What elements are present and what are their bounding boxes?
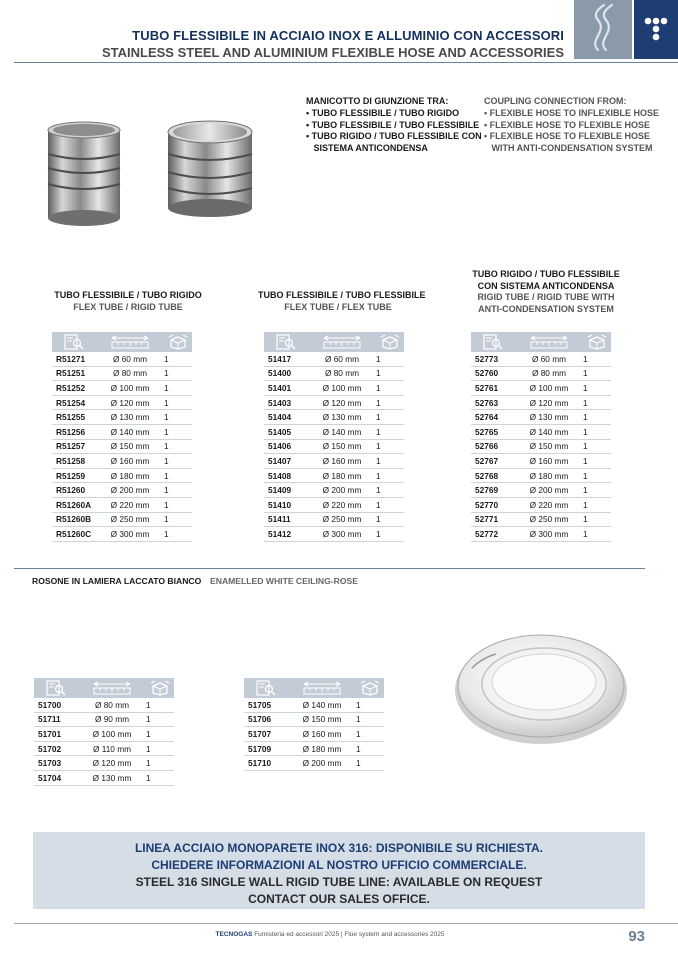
product-code: R51251	[56, 368, 86, 379]
magnifier-document-icon	[244, 678, 288, 698]
product-diameter: Ø 300 mm	[529, 528, 569, 539]
product-quantity: 1	[583, 397, 588, 408]
product-quantity: 1	[146, 699, 151, 710]
product-code: 51403	[268, 397, 292, 408]
product-diameter: Ø 250 mm	[322, 514, 362, 525]
product-code: R51260B	[56, 514, 92, 525]
table-row	[52, 425, 192, 440]
table-row	[471, 469, 611, 484]
table-row	[52, 469, 192, 484]
table-row	[52, 381, 192, 396]
product-table	[471, 332, 611, 542]
table-row	[471, 440, 611, 455]
product-code: R51255	[56, 412, 86, 423]
desc-it-line: • TUBO FLESSIBILE / TUBO FLESSIBILE	[306, 119, 480, 130]
product-diameter: Ø 120 mm	[529, 397, 569, 408]
table-header	[52, 332, 192, 352]
table-row	[244, 698, 384, 713]
table-row	[244, 727, 384, 742]
box-quantity-icon	[356, 678, 384, 698]
table-row	[264, 498, 404, 513]
table-row	[471, 425, 611, 440]
product-quantity: 1	[583, 455, 588, 466]
product-quantity: 1	[583, 485, 588, 496]
page-title-it: TUBO FLESSIBILE IN ACCIAIO INOX E ALLUMINIO CON ACCESSORI	[132, 28, 564, 43]
desc-en-line: • FLEXIBLE HOSE TO FLEXIBLE HOSE	[484, 131, 651, 142]
product-code: 51404	[268, 412, 292, 423]
product-code: 51408	[268, 470, 292, 481]
product-code: 51700	[38, 699, 62, 710]
product-code: R51271	[56, 353, 86, 364]
table-row	[52, 352, 192, 367]
ruler-icon	[308, 332, 376, 352]
table-header	[264, 332, 404, 352]
table-row	[52, 513, 192, 528]
product-diameter: Ø 200 mm	[322, 485, 362, 496]
product-quantity: 1	[376, 368, 381, 379]
product-code: R51257	[56, 441, 86, 452]
product-code: 51409	[268, 485, 292, 496]
product-diameter: Ø 120 mm	[110, 397, 150, 408]
product-diameter: Ø 80 mm	[324, 368, 360, 379]
product-quantity: 1	[164, 499, 169, 510]
product-code: 52771	[475, 514, 499, 525]
product-code: 51701	[38, 728, 62, 739]
box-quantity-icon	[146, 678, 174, 698]
product-code: R51252	[56, 382, 86, 393]
table-row	[52, 483, 192, 498]
product-quantity: 1	[164, 485, 169, 496]
product-code: 52768	[475, 470, 499, 481]
smoke-swirl-icon	[574, 0, 632, 59]
product-code: 52769	[475, 485, 499, 496]
table-row	[34, 713, 174, 728]
product-diameter: Ø 100 mm	[529, 382, 569, 393]
table-row	[471, 483, 611, 498]
product-quantity: 1	[583, 470, 588, 481]
product-table	[244, 678, 384, 771]
product-quantity: 1	[583, 353, 588, 364]
coupling-description-it	[306, 96, 482, 155]
ruler-icon	[288, 678, 356, 698]
ruler-icon	[515, 332, 583, 352]
product-diameter: Ø 100 mm	[110, 382, 150, 393]
product-diameter: Ø 160 mm	[322, 455, 362, 466]
product-diameter: Ø 180 mm	[529, 470, 569, 481]
col-heading-it: TUBO FLESSIBILE / TUBO FLESSIBILE	[258, 290, 426, 300]
desc-it-line: • TUBO FLESSIBILE / TUBO RIGIDO	[306, 107, 460, 118]
table-row	[471, 381, 611, 396]
product-quantity: 1	[583, 412, 588, 423]
product-diameter: Ø 180 mm	[302, 743, 342, 754]
product-table	[264, 332, 404, 542]
product-diameter: Ø 200 mm	[529, 485, 569, 496]
product-code: R51260A	[56, 499, 92, 510]
box-quantity-icon	[376, 332, 404, 352]
product-diameter: Ø 60 mm	[324, 353, 360, 364]
product-diameter: Ø 300 mm	[322, 528, 362, 539]
coupling-photo	[40, 110, 260, 230]
product-diameter: Ø 80 mm	[112, 368, 148, 379]
product-diameter: Ø 140 mm	[110, 426, 150, 437]
col-heading-flex-flex	[258, 290, 426, 313]
ruler-icon	[96, 332, 164, 352]
product-diameter: Ø 150 mm	[322, 441, 362, 452]
product-quantity: 1	[146, 714, 151, 725]
product-diameter: Ø 60 mm	[112, 353, 148, 364]
table-row	[264, 367, 404, 382]
product-diameter: Ø 150 mm	[529, 441, 569, 452]
product-quantity: 1	[376, 426, 381, 437]
product-code: 51407	[268, 455, 292, 466]
product-quantity: 1	[356, 714, 361, 725]
product-code: R51260	[56, 485, 86, 496]
col-heading-it: TUBO FLESSIBILE / TUBO RIGIDO	[54, 290, 202, 300]
product-quantity: 1	[583, 382, 588, 393]
product-quantity: 1	[164, 353, 169, 364]
box-quantity-icon	[164, 332, 192, 352]
product-diameter: Ø 180 mm	[322, 470, 362, 481]
product-code: 51410	[268, 499, 292, 510]
product-quantity: 1	[583, 426, 588, 437]
table-row	[244, 742, 384, 757]
product-code: 52761	[475, 382, 499, 393]
col-heading-flex-rigid	[48, 290, 208, 313]
product-code: 52770	[475, 499, 499, 510]
product-code: R51259	[56, 470, 86, 481]
product-quantity: 1	[164, 528, 169, 539]
table-row	[471, 396, 611, 411]
table-row	[52, 454, 192, 469]
col-heading-en: ANTI-CONDENSATION SYSTEM	[478, 303, 614, 314]
product-code: 51706	[248, 714, 272, 725]
table-row	[264, 440, 404, 455]
product-code: 52763	[475, 397, 499, 408]
product-quantity: 1	[164, 426, 169, 437]
product-quantity: 1	[356, 758, 361, 769]
table-row	[34, 698, 174, 713]
col-heading-en: FLEX TUBE / FLEX TUBE	[284, 301, 392, 312]
desc-en-line: • FLEXIBLE HOSE TO FLEXIBLE HOSE	[484, 119, 651, 130]
table-row	[244, 713, 384, 728]
table-row	[471, 367, 611, 382]
product-diameter: Ø 100 mm	[322, 382, 362, 393]
product-code: 51401	[268, 382, 292, 393]
product-code: 51705	[248, 699, 272, 710]
product-quantity: 1	[376, 441, 381, 452]
product-quantity: 1	[583, 514, 588, 525]
table-row	[471, 498, 611, 513]
product-code: R51256	[56, 426, 86, 437]
product-code: 52766	[475, 441, 499, 452]
product-quantity: 1	[164, 382, 169, 393]
section-divider	[14, 568, 645, 569]
product-quantity: 1	[376, 382, 381, 393]
table-row	[264, 396, 404, 411]
product-quantity: 1	[376, 412, 381, 423]
magnifier-document-icon	[264, 332, 308, 352]
product-diameter: Ø 90 mm	[94, 714, 130, 725]
product-code: 52764	[475, 412, 499, 423]
product-diameter: Ø 220 mm	[529, 499, 569, 510]
product-quantity: 1	[376, 485, 381, 496]
product-quantity: 1	[376, 397, 381, 408]
product-diameter: Ø 200 mm	[110, 485, 150, 496]
table-row	[264, 469, 404, 484]
product-quantity: 1	[164, 455, 169, 466]
table-row	[264, 410, 404, 425]
table-row	[264, 352, 404, 367]
product-quantity: 1	[376, 499, 381, 510]
header-divider	[14, 62, 678, 63]
page-title-en: STAINLESS STEEL AND ALUMINIUM FLEXIBLE HOSE AND ACCESSORIES	[101, 45, 564, 60]
product-code: 51405	[268, 426, 292, 437]
footer-divider	[14, 923, 678, 924]
table-header	[471, 332, 611, 352]
table-row	[52, 527, 192, 542]
table-row	[52, 367, 192, 382]
product-code: 51703	[38, 758, 62, 769]
table-row	[34, 727, 174, 742]
product-diameter: Ø 140 mm	[322, 426, 362, 437]
table-row	[34, 756, 174, 771]
product-code: 52767	[475, 455, 499, 466]
product-diameter: Ø 150 mm	[302, 714, 342, 725]
product-diameter: Ø 130 mm	[529, 412, 569, 423]
table-row	[264, 425, 404, 440]
product-quantity: 1	[356, 699, 361, 710]
product-quantity: 1	[376, 353, 381, 364]
product-diameter: Ø 200 mm	[302, 758, 342, 769]
product-diameter: Ø 150 mm	[110, 441, 150, 452]
footer-caption: Fumisteria ed accessori 2025 | Flue system and accessories 2025	[254, 931, 445, 938]
product-code: 51417	[268, 353, 292, 364]
desc-it-line: • TUBO RIGIDO / TUBO FLESSIBILE CON	[306, 131, 482, 142]
product-diameter: Ø 220 mm	[322, 499, 362, 510]
product-code: 51704	[38, 772, 62, 783]
product-quantity: 1	[376, 455, 381, 466]
desc-it-line: MANICOTTO DI GIUNZIONE TRA:	[306, 96, 449, 106]
product-quantity: 1	[376, 470, 381, 481]
magnifier-document-icon	[34, 678, 78, 698]
product-diameter: Ø 140 mm	[529, 426, 569, 437]
table-row	[264, 483, 404, 498]
table-row	[34, 742, 174, 757]
product-code: 52765	[475, 426, 499, 437]
product-diameter: Ø 300 mm	[110, 528, 150, 539]
desc-en-line: COUPLING CONNECTION FROM:	[484, 96, 627, 106]
table-row	[471, 410, 611, 425]
product-quantity: 1	[376, 528, 381, 539]
product-quantity: 1	[583, 528, 588, 539]
product-code: 51709	[248, 743, 272, 754]
product-code: R51258	[56, 455, 86, 466]
product-diameter: Ø 80 mm	[531, 368, 567, 379]
table-header	[244, 678, 384, 698]
ceiling-rose-title-en: ENAMELLED WHITE CEILING-ROSE	[210, 576, 359, 586]
table-row	[52, 440, 192, 455]
ceiling-rose-title-it: ROSONE IN LAMIERA LACCATO BIANCO	[32, 576, 202, 586]
product-diameter: Ø 140 mm	[302, 699, 342, 710]
product-quantity: 1	[146, 743, 151, 754]
product-diameter: Ø 120 mm	[322, 397, 362, 408]
product-quantity: 1	[164, 470, 169, 481]
table-row	[52, 410, 192, 425]
product-code: 51400	[268, 368, 292, 379]
table-row	[52, 498, 192, 513]
product-diameter: Ø 100 mm	[92, 728, 132, 739]
coupling-description-en	[484, 96, 659, 155]
product-table	[34, 678, 174, 786]
product-code: 51412	[268, 528, 292, 539]
product-code: 51711	[38, 714, 61, 725]
product-quantity: 1	[164, 412, 169, 423]
product-diameter: Ø 220 mm	[110, 499, 150, 510]
product-code: 51406	[268, 441, 292, 452]
table-row	[471, 513, 611, 528]
product-diameter: Ø 250 mm	[529, 514, 569, 525]
product-code: 52773	[475, 353, 499, 364]
col-heading-it: CON SISTEMA ANTICONDENSA	[477, 280, 615, 291]
magnifier-document-icon	[471, 332, 515, 352]
product-diameter: Ø 250 mm	[110, 514, 150, 525]
product-diameter: Ø 180 mm	[110, 470, 150, 481]
product-quantity: 1	[146, 758, 151, 769]
product-quantity: 1	[583, 441, 588, 452]
table-row	[471, 527, 611, 542]
product-code: R51260C	[56, 528, 92, 539]
product-code: 51702	[38, 743, 62, 754]
footer-text	[0, 931, 660, 938]
product-code: 51710	[248, 758, 272, 769]
desc-en-line: • FLEXIBLE HOSE TO INFLEXIBLE HOSE	[484, 107, 660, 118]
table-header	[34, 678, 174, 698]
product-diameter: Ø 110 mm	[92, 743, 132, 754]
product-quantity: 1	[164, 514, 169, 525]
product-diameter: Ø 80 mm	[94, 699, 130, 710]
product-quantity: 1	[164, 368, 169, 379]
table-row	[264, 513, 404, 528]
product-code: 51411	[268, 514, 291, 525]
product-code: 51707	[248, 728, 272, 739]
col-heading-rigid-anticondensa	[466, 269, 626, 315]
product-table	[52, 332, 192, 542]
table-row	[264, 381, 404, 396]
product-quantity: 1	[164, 397, 169, 408]
product-diameter: Ø 160 mm	[110, 455, 150, 466]
banner-line: CONTACT OUR SALES OFFICE.	[248, 892, 430, 906]
product-quantity: 1	[583, 499, 588, 510]
magnifier-document-icon	[52, 332, 96, 352]
product-diameter: Ø 160 mm	[529, 455, 569, 466]
table-row	[471, 454, 611, 469]
box-quantity-icon	[583, 332, 611, 352]
col-heading-en: FLEX TUBE / RIGID TUBE	[73, 301, 183, 312]
product-diameter: Ø 60 mm	[531, 353, 567, 364]
product-diameter: Ø 120 mm	[92, 758, 132, 769]
product-quantity: 1	[376, 514, 381, 525]
product-quantity: 1	[356, 743, 361, 754]
product-code: 52772	[475, 528, 499, 539]
ruler-icon	[78, 678, 146, 698]
table-row	[52, 396, 192, 411]
table-row	[471, 352, 611, 367]
product-code: R51254	[56, 397, 86, 408]
page-number: 93	[628, 928, 645, 945]
col-heading-en: RIGID TUBE / RIGID TUBE WITH	[477, 292, 615, 302]
col-heading-it: TUBO RIGIDO / TUBO FLESSIBILE	[472, 269, 620, 279]
product-code: 52760	[475, 368, 499, 379]
product-quantity: 1	[146, 772, 151, 783]
desc-en-line: WITH ANTI-CONDENSATION SYSTEM	[484, 143, 653, 154]
product-diameter: Ø 130 mm	[92, 772, 132, 783]
product-diameter: Ø 130 mm	[110, 412, 150, 423]
desc-it-line: SISTEMA ANTICONDENSA	[306, 143, 428, 154]
table-row	[264, 454, 404, 469]
brand-dots-icon	[634, 0, 678, 59]
product-diameter: Ø 130 mm	[322, 412, 362, 423]
footer-brand: TECNOGAS	[215, 931, 253, 938]
info-banner	[33, 832, 645, 909]
product-quantity: 1	[356, 728, 361, 739]
banner-line: CHIEDERE INFORMAZIONI AL NOSTRO UFFICIO COMMERCIALE.	[151, 858, 527, 872]
table-row	[244, 756, 384, 771]
table-row	[264, 527, 404, 542]
ceiling-rose-photo	[452, 628, 630, 748]
banner-line: STEEL 316 SINGLE WALL RIGID TUBE LINE: AVAILABLE ON REQUEST	[135, 875, 543, 889]
product-quantity: 1	[146, 728, 151, 739]
product-quantity: 1	[583, 368, 588, 379]
table-row	[34, 771, 174, 786]
product-quantity: 1	[164, 441, 169, 452]
banner-line: LINEA ACCIAIO MONOPARETE INOX 316: DISPONIBILE SU RICHIESTA.	[134, 841, 544, 855]
product-diameter: Ø 160 mm	[302, 728, 342, 739]
